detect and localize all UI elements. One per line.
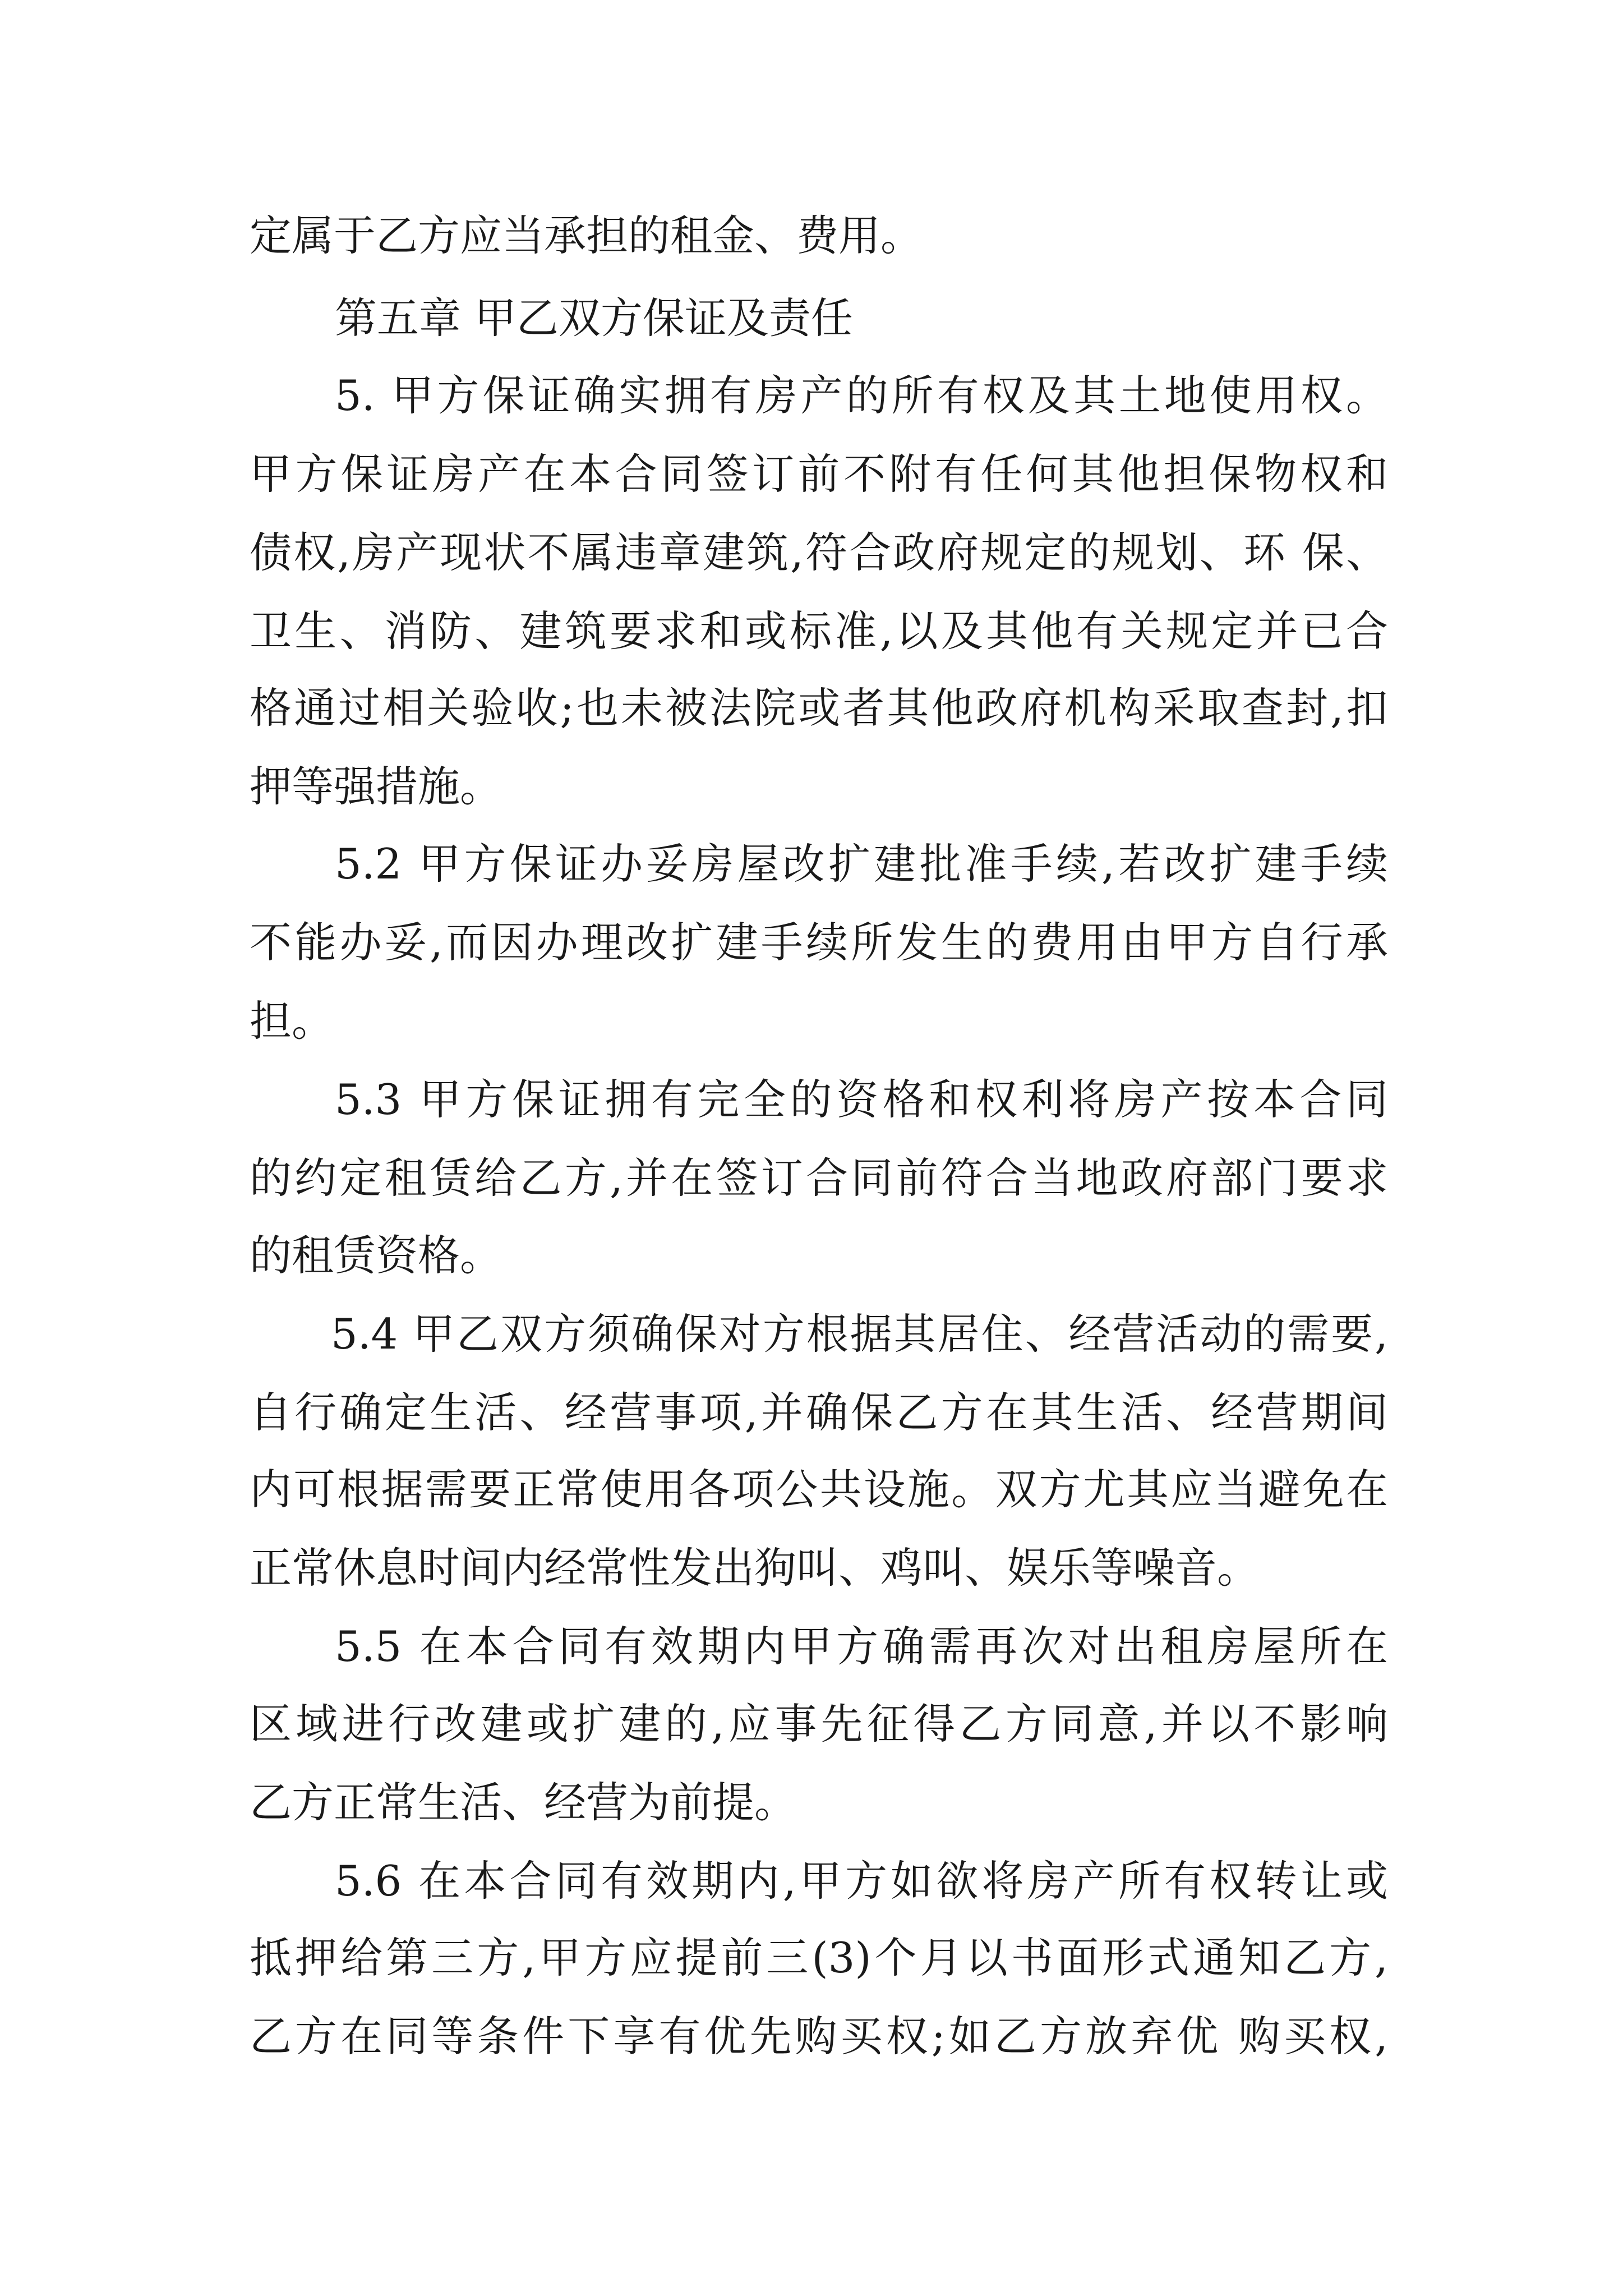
text-line: 格通过相关验收;也未被法院或者其他政府机构采取查封,扣 <box>250 683 1388 733</box>
text-line: 5.3 甲方保证拥有完全的资格和权利将房产按本合同 <box>335 1075 1388 1124</box>
text-line: 不能办妥,而因办理改扩建手续所发生的费用由甲方自行承 <box>250 918 1388 967</box>
text-line: 5.5 在本合同有效期内甲方确需再次对出租房屋所在 <box>335 1622 1388 1671</box>
text-line: 5.4 甲乙双方须确保对方根据其居住、经营活动的需要, <box>331 1309 1388 1359</box>
text-line: 内可根据需要正常使用各项公共设施。双方尤其应当避免在 <box>250 1465 1388 1514</box>
text-line: 区域进行改建或扩建的,应事先征得乙方同意,并以不影响 <box>250 1699 1388 1749</box>
text-line: 自行确定生活、经营事项,并确保乙方在其生活、经营期间 <box>250 1388 1388 1437</box>
text-line: 债权,房产现状不属违章建筑,符合政府规定的规划、环 保、 <box>250 528 1388 577</box>
text-line: 正常休息时间内经常性发出狗叫、鸡叫、娱乐等噪音。 <box>250 1543 1260 1593</box>
text-line: 乙方正常生活、经营为前提。 <box>250 1778 797 1827</box>
text-line: 甲方保证房产在本合同签订前不附有任何其他担保物权和 <box>250 449 1388 499</box>
text-line: 担。 <box>250 996 334 1046</box>
text-line: 卫生、消防、建筑要求和或标准,以及其他有关规定并已合 <box>250 606 1388 656</box>
text-line: 乙方在同等条件下享有优先购买权;如乙方放弃优 购买权, <box>250 2012 1388 2061</box>
text-line: 5.6 在本合同有效期内,甲方如欲将房产所有权转让或 <box>335 1856 1388 1906</box>
text-line: 的约定租赁给乙方,并在签订合同前符合当地政府部门要求 <box>250 1153 1388 1203</box>
text-line: 5. 甲方保证确实拥有房产的所有权及其土地使用权。 <box>335 371 1388 420</box>
chapter-heading: 第五章 甲乙双方保证及责任 <box>335 293 853 343</box>
text-line: 抵押给第三方,甲方应提前三(3)个月以书面形式通知乙方, <box>250 1933 1388 1982</box>
text-line: 的租赁资格。 <box>250 1231 502 1280</box>
text-line: 押等强措施。 <box>250 762 502 811</box>
text-line: 定属于乙方应当承担的租金、费用。 <box>250 211 923 260</box>
text-line: 5.2 甲方保证办妥房屋改扩建批准手续,若改扩建手续 <box>335 839 1388 889</box>
